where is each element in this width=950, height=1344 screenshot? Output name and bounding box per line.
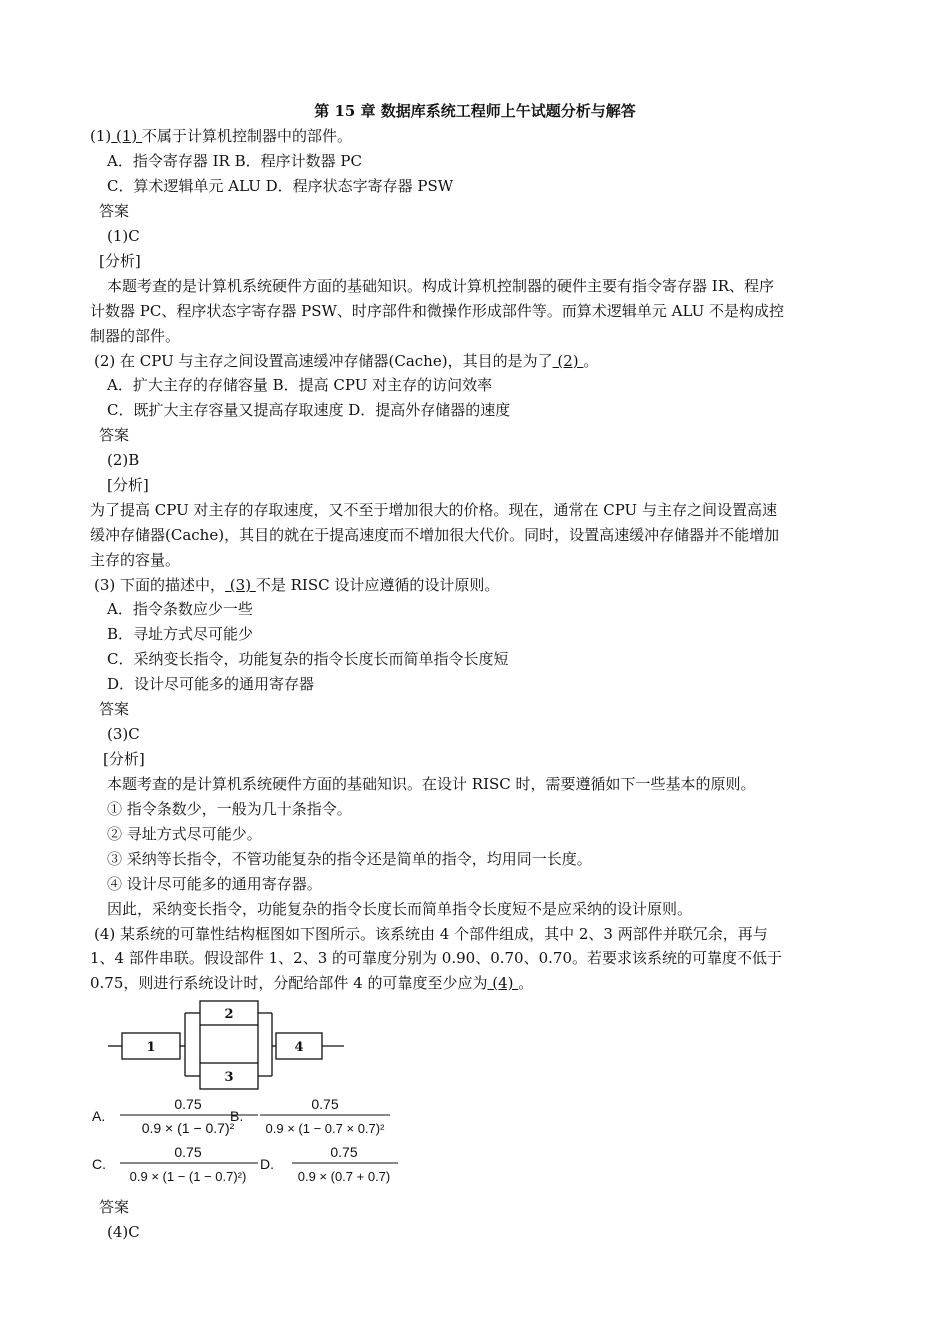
question-1-number: (1)	[90, 127, 112, 145]
question-2-stem	[94, 349, 598, 373]
question-4-text: 0.75，则进行系统设计时，分配给部件 4 的可靠度至少应为	[90, 974, 488, 992]
option-b-letter: B.	[230, 1108, 244, 1124]
question-4-blank: (4)	[487, 974, 519, 992]
option-c-numerator: 0.75	[174, 1144, 202, 1160]
question-4-answer: (4)C	[107, 1223, 140, 1241]
question-2-text: (2) 在 CPU 与主存之间设置高速缓冲存储器(Cache)，其目的是为了	[94, 352, 553, 370]
question-4-stem-line-1: (4) 某系统的可靠性结构框图如下图所示。该系统由 4 个部件组成，其中 2、3 两部件并联冗余，再与	[94, 925, 768, 943]
option-b-denominator: 0.9 × (1 − 0.7 × 0.7)²	[265, 1121, 385, 1136]
question-3-option-a: A．指令条数应少一些	[107, 600, 253, 618]
option-d-numerator: 0.75	[330, 1144, 358, 1160]
question-2-analysis-label: [分析]	[107, 476, 149, 494]
page-title: 第 15 章 数据库系统工程师上午试题分析与解答	[314, 102, 636, 120]
question-4-options-formulas	[88, 1095, 418, 1191]
question-4-answer-label: 答案	[99, 1198, 130, 1216]
question-2-analysis-line-3: 主存的容量。	[90, 551, 181, 569]
question-3-text: (3) 下面的描述中，	[94, 576, 226, 594]
question-3-option-d: D．设计尽可能多的通用寄存器	[107, 675, 315, 693]
question-3-analysis-line-2: ① 指令条数少，一般为几十条指令。	[107, 800, 352, 818]
question-1-analysis-line-1: 本题考查的是计算机系统硬件方面的基础知识。构成计算机控制器的硬件主要有指令寄存器 IR、程序	[107, 277, 774, 295]
option-a-letter: A.	[92, 1108, 106, 1124]
question-3-option-b: B．寻址方式尽可能少	[107, 625, 254, 643]
question-2-analysis-line-2: 缓冲存储器(Cache)，其目的就在于提高速度而不增加很大代价。同时，设置高速缓冲存储器并不能增加	[90, 526, 780, 544]
block-2-label: 2	[224, 1007, 234, 1022]
question-3-analysis-line-4: ③ 采纳等长指令，不管功能复杂的指令还是简单的指令，均用同一长度。	[107, 850, 592, 868]
question-3-analysis-line-6: 因此，采纳变长指令，功能复杂的指令长度长而简单指令长度短不是应采纳的设计原则。	[107, 900, 693, 918]
question-2-answer-label: 答案	[99, 426, 130, 444]
question-4-end: 。	[518, 974, 534, 992]
question-3-analysis-label: [分析]	[103, 750, 145, 768]
question-3-blank: (3)	[225, 576, 256, 594]
question-1-analysis-line-2: 计数器 PC、程序状态字寄存器 PSW、时序部件和微操作形成部件等。而算术逻辑单元 ALU 不是构成控	[90, 302, 785, 320]
question-1-stem	[90, 124, 352, 148]
question-1-options-cd: C．算术逻辑单元 ALU D．程序状态字寄存器 PSW	[107, 177, 454, 195]
option-b-numerator: 0.75	[311, 1096, 339, 1112]
question-1-text: 不属于计算机控制器中的部件。	[142, 127, 353, 145]
question-2-end: 。	[583, 352, 599, 370]
question-3-analysis-line-5: ④ 设计尽可能多的通用寄存器。	[107, 875, 322, 893]
question-3-answer-label: 答案	[99, 700, 130, 718]
block-4-label: 4	[294, 1040, 304, 1055]
block-1-label: 1	[146, 1040, 156, 1055]
question-3-answer: (3)C	[107, 725, 140, 743]
question-2-options-ab: A．扩大主存的存储容量 B．提高 CPU 对主存的访问效率	[107, 376, 493, 394]
question-2-options-cd: C．既扩大主存容量又提高存取速度 D．提高外存储器的速度	[107, 401, 511, 419]
question-3-stem	[94, 573, 499, 597]
question-2-answer: (2)B	[107, 451, 140, 469]
question-2-blank: (2)	[552, 352, 584, 370]
reliability-block-diagram	[100, 1000, 350, 1092]
question-3-analysis-line-3: ② 寻址方式尽可能少。	[107, 825, 262, 843]
question-3-option-c: C．采纳变长指令，功能复杂的指令长度长而简单指令长度短	[107, 650, 509, 668]
question-1-answer: (1)C	[107, 227, 140, 245]
question-1-answer-label: 答案	[99, 202, 130, 220]
question-2-analysis-line-1: 为了提高 CPU 对主存的存取速度，又不至于增加很大的价格。现在，通常在 CPU 与主存之间设置高速	[90, 501, 777, 519]
question-3-end: 不是 RISC 设计应遵循的设计原则。	[255, 576, 500, 594]
block-3-label: 3	[224, 1070, 234, 1085]
question-3-analysis-line-1: 本题考查的是计算机系统硬件方面的基础知识。在设计 RISC 时，需要遵循如下一些基本的原则。	[107, 775, 756, 793]
option-a-numerator: 0.75	[174, 1096, 202, 1112]
question-4-stem-line-2: 1、4 部件串联。假设部件 1、2、3 的可靠度分别为 0.90、0.70、0.70。若要求该系统的可靠度不低于	[90, 949, 782, 967]
option-c-letter: C.	[92, 1156, 106, 1172]
question-1-analysis-line-3: 制器的部件。	[90, 327, 181, 345]
question-1-blank: (1)	[111, 127, 143, 145]
option-d-letter: D.	[260, 1156, 274, 1172]
question-4-stem-line-3	[90, 971, 533, 995]
question-1-analysis-label: [分析]	[99, 252, 141, 270]
option-d-denominator: 0.9 × (0.7 + 0.7)	[297, 1169, 391, 1184]
option-a-denominator: 0.9 × (1 − 0.7)²	[141, 1120, 235, 1136]
option-c-denominator: 0.9 × (1 − (1 − 0.7)²)	[129, 1169, 247, 1184]
question-1-options-ab: A．指令寄存器 IR B．程序计数器 PC	[107, 152, 362, 170]
